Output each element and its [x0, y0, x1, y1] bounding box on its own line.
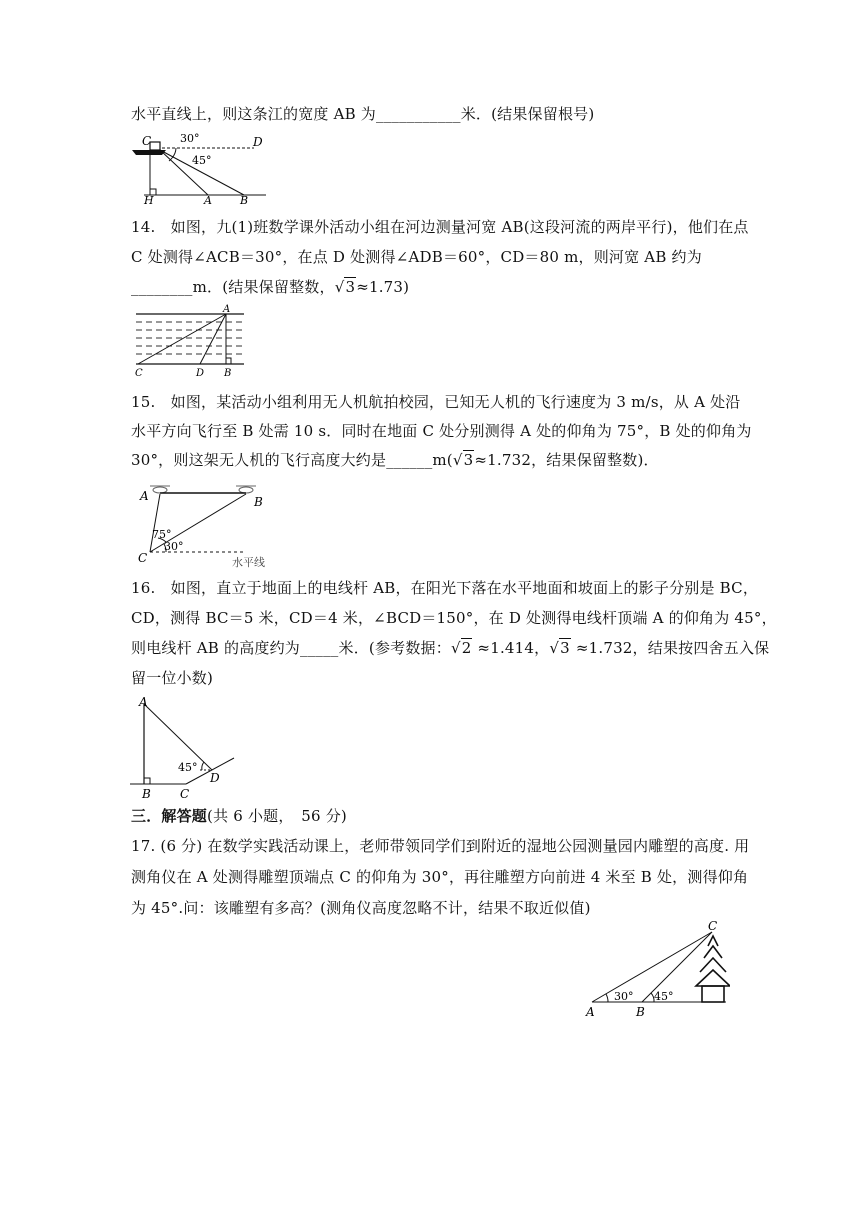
- q17-label-C: C: [708, 920, 718, 933]
- q17-angle-30: 30°: [614, 990, 634, 1003]
- sqrt-sign: √: [549, 639, 560, 657]
- q17-text-line1: 17. (6 分) 在数学实践活动课上，老师带领同学们到附近的湿地公园测量园内雕塑的高度. 用: [131, 837, 750, 855]
- q16-radicand-2: 3: [560, 639, 570, 657]
- q16-line3-mid: ≈1.414，: [472, 639, 550, 657]
- q13-label-H: H: [144, 194, 154, 204]
- q16-text-line3: [131, 638, 769, 658]
- q16-radicand-1: 2: [461, 639, 472, 657]
- sqrt-sign: √: [334, 278, 345, 296]
- q17-text-line2: 测角仪在 A 处测得雕塑顶端点 C 的仰角为 30°，再往雕塑方向前进 4 米至 B 处，测得仰角: [131, 868, 749, 886]
- q16-angle-45: 45°: [178, 761, 198, 774]
- q16-line3-pre: 则电线杆 AB 的高度约为_____米．(参考数据：: [131, 639, 451, 657]
- q17-angle-45: 45°: [654, 990, 674, 1003]
- q17-text-line3: 为 45°.问：该雕塑有多高？(测角仪高度忽略不计，结果不取近似值): [131, 899, 591, 917]
- q14-text-line3: [131, 277, 409, 297]
- q14-text-line1: 14. 如图，九(1)班数学课外活动小组在河边测量河宽 AB(这段河流的两岸平行)，他们在点: [131, 218, 749, 236]
- q15-text-line2: 水平方向飞行至 B 处需 10 s．同时在地面 C 处分别测得 A 处的仰角为 75°，B 处的仰角为: [131, 422, 752, 440]
- q17-label-B: B: [636, 1005, 645, 1019]
- q13-label-A: A: [204, 194, 212, 204]
- section3-title: 三．解答题: [131, 807, 208, 825]
- q14-label-D: D: [196, 368, 205, 379]
- q15-figure: [136, 480, 286, 570]
- q14-label-B: B: [224, 368, 232, 379]
- q16-text-line4: 留一位小数): [131, 669, 214, 687]
- q13-angle-30: 30°: [180, 132, 200, 145]
- q13-angle-45: 45°: [192, 154, 212, 167]
- q13-label-B: B: [240, 194, 249, 204]
- q16-label-C: C: [180, 787, 190, 801]
- q15-label-A: A: [140, 489, 149, 503]
- section3-note: (共 6 小题， 56 分): [207, 807, 347, 825]
- q15-line3-post: ≈1.732，结果保留整数)．: [474, 451, 659, 469]
- q16-text-line2: CD，测得 BC＝5 米，CD＝4 米，∠BCD＝150°，在 D 处测得电线杆顶端 A 的仰角为 45°，: [131, 609, 777, 627]
- q13-text-line1: 水平直线上，则这条江的宽度 AB 为___________米．(结果保留根号): [131, 105, 595, 123]
- q15-horizon-label: 水平线: [232, 556, 265, 569]
- q14-radicand: 3: [345, 278, 356, 296]
- q14-line3-post: ≈1.73): [356, 278, 410, 296]
- q14-label-C: C: [135, 368, 143, 379]
- q14-line3-pre: ________m．(结果保留整数，: [131, 278, 335, 296]
- section3-heading: [131, 806, 347, 826]
- q14-label-A: A: [223, 304, 231, 315]
- q15-line3-pre: 30°，则这架无人机的飞行高度大约是______m(: [131, 451, 453, 469]
- q14-text-line2: C 处测得∠ACB＝30°，在点 D 处测得∠ADB＝60°，CD＝80 m，则河宽 AB 约为: [131, 248, 702, 266]
- q15-text-line3: [131, 450, 659, 470]
- sqrt-sign: √: [452, 451, 463, 469]
- q16-line3-post: ≈1.732，结果按四舍五入保: [570, 639, 770, 657]
- q13-label-D: D: [253, 135, 263, 149]
- q16-figure: [128, 692, 240, 802]
- q13-figure: [126, 128, 274, 204]
- q15-text-line1: 15. 如图，某活动小组利用无人机航拍校园，已知无人机的飞行速度为 3 m/s，从 A 处沿: [131, 393, 741, 411]
- q15-label-C: C: [138, 551, 148, 565]
- q17-figure: [580, 920, 730, 1020]
- q15-label-B: B: [254, 495, 263, 509]
- q16-label-D: D: [210, 771, 220, 785]
- q16-label-B: B: [142, 787, 151, 801]
- q15-angle-75: 75°: [152, 528, 172, 541]
- q15-radicand: 3: [463, 451, 474, 469]
- drone-icon: [150, 486, 170, 493]
- q14-figure: [130, 304, 250, 380]
- q15-angle-30: 30°: [164, 540, 184, 553]
- q13-label-C: C: [142, 134, 152, 148]
- q16-text-line1: 16. 如图，直立于地面上的电线杆 AB，在阳光下落在水平地面和坡面上的影子分别是 BC，: [131, 579, 759, 597]
- sqrt-sign: √: [450, 639, 461, 657]
- q17-label-A: A: [586, 1005, 595, 1019]
- drone-icon: [236, 486, 256, 493]
- q16-label-A: A: [139, 695, 148, 709]
- sculpture-icon: [696, 936, 730, 1002]
